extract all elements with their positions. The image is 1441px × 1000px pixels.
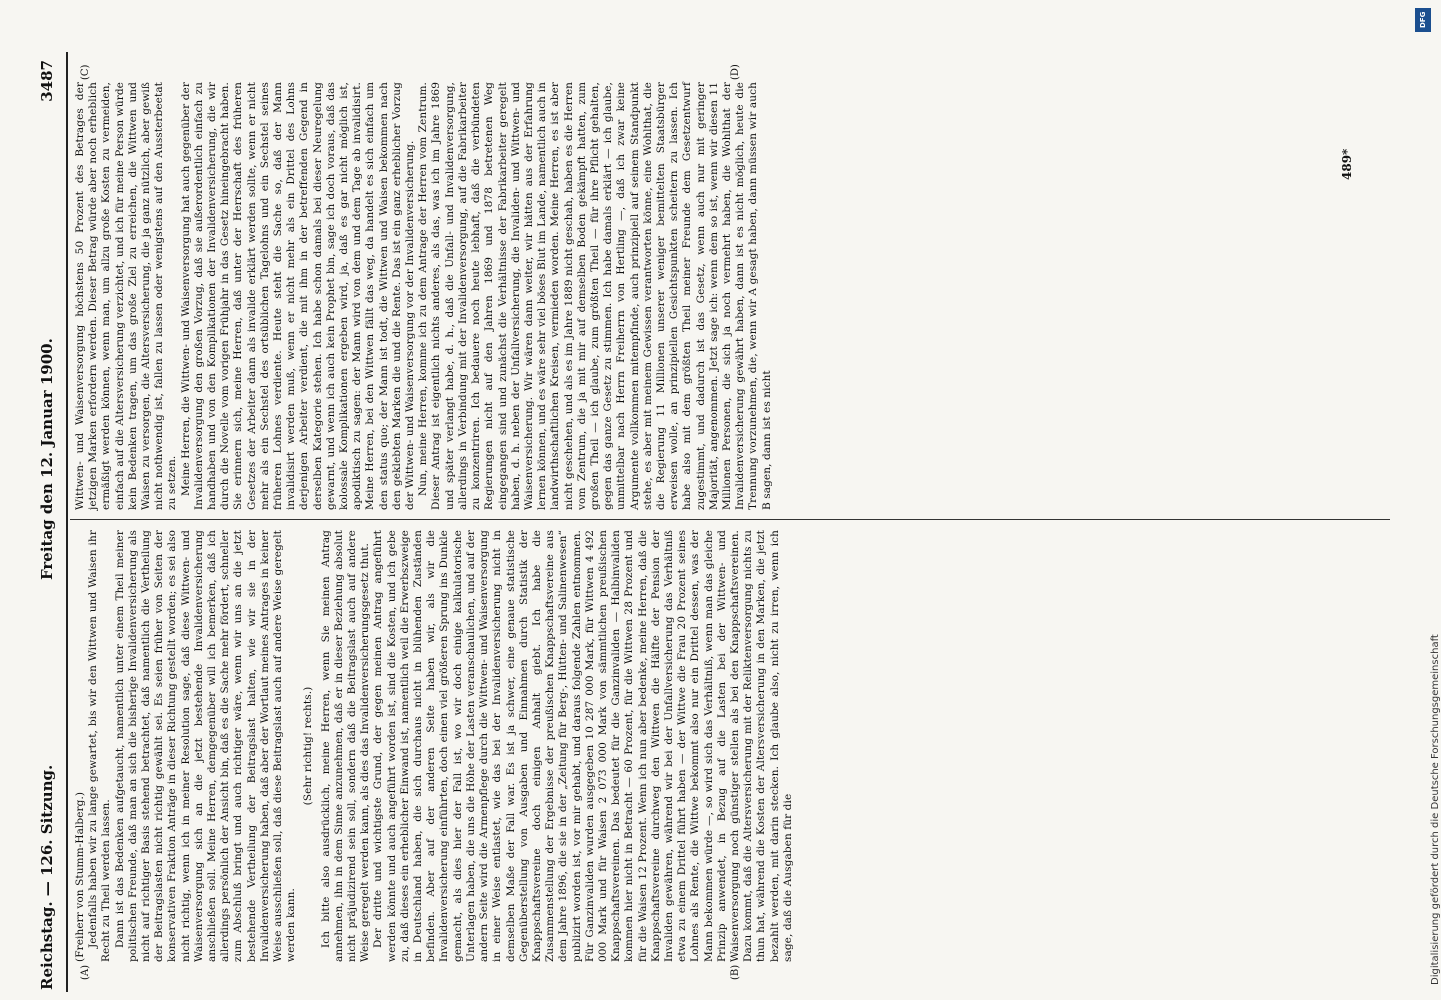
paragraph: Wittwen- und Waisenversorgung höchstens 50 Prozent des Betrages der jetzigen Marken erfordern werden. Dieser Betrag würde aber noch erheblich ermäßigt werden können, wenn man, um allzu große Kosten zu vermeiden, einfach auf die Altersversicherung verzichtet, und ich für meine Person würde kein Bedenken tragen, um das große Ziel zu erreichen, die Wittwen und Waisen zu versorgen, die Altersversicherung, die ja ganz nützlich, aber gewiß nicht nothwendig ist, fallen zu lassen oder wenigstens auf den Aussterbeetat zu setzen. [74,82,179,510]
page-number: 3487 [38,60,56,102]
margin-marker-c: (C) [80,64,91,80]
margin-marker-b: (B) [730,964,741,980]
logo-text: DFG [1419,11,1427,29]
right-column [74,82,774,510]
paragraph: Ich bitte also ausdrücklich, meine Herren, wenn Sie meinen Antrag annehmen, ihn in dem Sinne anzunehmen, daß er in dieser Beziehung absolut nicht präjudizirend sein soll, sondern daß die Beitragslast auch auf andere Weise geregelt werden kann, als dies das Invalidenversicherungsgesetz thut. [319,530,372,962]
paragraph: Jedenfalls haben wir zu lange gewartet, bis wir den Wittwen und Waisen ihr Recht zu Theil werden lassen. [87,530,113,962]
header-date: Freitag den 12. Januar 1900. [38,338,56,580]
speaker-line: (Freiherr von Stumm-Halberg.) [74,791,86,962]
margin-marker-d: (D) [730,64,741,80]
margin-marker-a: (A) [80,964,91,980]
header-left: Reichstag. — 126. Sitzung. [38,764,56,990]
rotated-page [0,40,1400,1000]
signature-mark: 489* [1340,148,1354,180]
applause-note: (Sehr richtig! rechts.) [302,686,315,806]
paragraph: Der dritte und wichtigste Grund, der gegen meinen Antrag angeführt werden könnte und auch angeführt worden ist, sind die Kosten, und ich gebe zu, daß dieses ein erheblicher Einwand ist, namentlich weil die Erwerbszweige in Deutschland haben, die sich durchaus nicht in blühenden Zuständen befinden. Aber auf der anderen Seite haben wir, als wir die Invalidenversicherung einführten, doch einen viel größeren Sprung ins Dunkle gemacht, als dies hier der Fall ist, wo wir doch einige kalkulatorische Unterlagen haben, die uns die Höhe der Lasten veranschaulichen, und auf der andern Seite wird die Armenpflege durch die Wittwen- und Waisenversorgung in einer Weise entlastet, wie das bei der Invalidenversicherung nicht in demselben Maße der Fall war. Es ist ja schwer, eine genaue statistische Gegenüberstellung von Ausgaben und Einnahmen durch Statistik der Knappschaftsvereine doch einigen Anhalt giebt. Ich habe die Zusammenstellung der Ergebnisse der preußischen Knappschaftsvereine aus dem Jahre 1896, die sie in der „Zeitung für Berg-, Hütten- und Salinenwesen“ publizirt worden ist, vor mir gehabt, und daraus folgende Zahlen entnommen. Für Ganzinvaliden wurden ausgegeben 10 287 000 Mark, für Wittwen 4 492 000 Mark und für Waisen 2 073 000 Mark von sämmtlichen preußischen Knappschaftsvereinen. Das bedeutet für die Ganzinvaliden — Halbinvaliden kommen hier nicht in Betracht — 60 Prozent, für die Wittwen 28 Prozent und für die Waisen 12 Prozent. Wenn ich nun aber bedenke, meine Herren, daß die Knappschaftsvereine durchweg den Wittwen die Hälfte der Pension der Invaliden gewähren, während wir bei der Unfallversicherung das Verhältniß etwa zu einem Drittel führt haben — der Wittwe die Frau 20 Prozent seines Lohnes als Rente, die Wittwe bekommt also nur ein Drittel dessen, was der Mann bekommen würde —, so wird sich das Verhältniß, wenn man das gleiche Prinzip anwendet, in Bezug auf die Lasten bei der Wittwen- und Waisenversorgung noch günstiger stellen als bei den Knappschaftsvereinen. Dazu kommt, daß die Altersversicherung mit der Reliktenversorgung nichts zu thun hat, während die Kosten der Altersversicherung in den Marken, die jetzt bezahlt werden, mit darin stecken. Ich glaube also, nicht zu irren, wenn ich sage, daß die Ausgaben für die [372,530,794,962]
paragraph: Nun, meine Herren, komme ich zu dem Antrage der Herren vom Zentrum. Dieser Antrag ist eigentlich nichts anderes, als das, was ich im Jahre 1869 und später verlangt habe, d. h., daß die Unfall- und Invalidenversorgung, allerdings in Verbindung mit der Invalidenversorgung, auf die Fabrikarbeiter zu konzentriren. Ich bedauere noch heute lebhaft, daß die verbündeten Regierungen nicht auf den Jahren 1869 und 1878 betretenen Weg eingegangen sind und zunächst die Verhältnisse der Fabrikarbeiter geregelt haben, d. h. neben der Unfallversicherung, die Invaliden- und Wittwen- und Waisenversicherung. Wir wären dann weiter, wir hätten aus der Erfahrung lernen können, und es wäre sehr viel böses Blut im Lande, namentlich auch in landwirthschaftlichen Kreisen, vermieden worden. Meine Herren, es ist aber nicht geschehen, und als es im Jahre 1889 nicht geschah, haben es die Herren vom Zentrum, die ja mit mir auf demselben Boden gekämpft hatten, zum großen Theil — ich glaube, zum größten Theil — für ihre Pflicht gehalten, gegen das ganze Gesetz zu stimmen. Ich habe damals erklärt — ich glaube, unmittelbar nach Herrn Freiherrn von Hertling —, daß ich zwar keine Argumente vollkommen mitempfinde, auch prinzipiell auf seinem Standpunkt stehe, es aber mit meinem Gewissen verantworten könne, eine Wohlthat, die die Regierung 11 Millionen unserer weniger bemittelten Staatsbürger erweisen wolle, an prinzipiellen Gesichtspunkten scheitern zu lassen. Ich habe also mit dem größten Theil meiner Freunde dem Gesetzentwurf zugestimmt, und dadurch ist das Gesetz, wenn auch nur mit geringer Majorität, angenommen. Jetzt sage ich: wenn dem so ist, wenn wir diesen 11 Millionen Personen, die sich ja noch vermehrt haben, die Wohlthat der Invalidenversicherung gewährt haben, dann ist es nicht möglich, heute die Trennung vorzunehmen, die, wenn wir A gesagt haben, dann müssen wir auch B sagen, dann ist es nicht [417,82,773,510]
digitization-note [1412,10,1441,990]
paragraph: Meine Herren, die Wittwen- und Waisenversorgung hat auch gegenüber der Invalidenversorgung den großen Vorzug, daß sie außerordentlich einfach zu handhaben und von den Komplikationen der Invalidenversicherung, die wir durch die Novelle vom vorigen Frühjahr in das Gesetz hineingebracht haben. Sie erinnern sich, meine Herren, daß unter der Herrschaft des früheren Gesetzes der Arbeiter dann als invalide erklärt werden sollte, wenn er nicht mehr als ein Sechstel des ortsüblichen Tagelohns und ein Sechstel seines früheren Lohnes verdiente. Heute steht die Sache so, daß der Mann invalidisirt werden muß, wenn er nicht mehr als ein Drittel des Lohns derjenigen Arbeiter verdient, die mit ihm in der betreffenden Gegend in derselben Kategorie stehen. Ich habe schon damals bei dieser Neuregelung gewarnt, und wenn ich auch kein Prophet bin, sage ich doch voraus, daß das kolossale Komplikationen ergeben wird, ja, daß es gar nicht möglich ist, apodiktisch zu sagen: der Mann wird von dem und dem Tage ab invalidisirt. Meine Herren, bei den Wittwen fällt das weg, da handelt es sich einfach um den status quo; der Mann ist todt, die Wittwen und Waisen bekommen nach den geklebten Marken die und die Rente. Das ist ein ganz erheblicher Vorzug der Wittwen- und Waisenversorgung vor der Invalidenversicherung. [179,82,417,510]
column-divider [70,519,1390,520]
page-header [38,40,64,1000]
header-rule [66,52,68,992]
digitization-note-text: Digitalisierung gefördert durch die Deutsche Forschungsgemeinschaft [1430,634,1441,985]
paragraph: Dann ist das Bedenken aufgetaucht, namentlich unter einem Theil meiner politischen Freunde, daß man an sich die bisherige Invalidenversicherung als nicht auf richtiger Basis stehend betrachtet, daß namentlich die Vertheilung der Beitragslasten nicht richtig gewählt sei. Es seien früher von Seiten der konservativen Fraktion Anträge in dieser Richtung gestellt worden; es sei also nicht richtig, wenn ich in meiner Resolution sage, daß diese Wittwen- und Waisenversorgung sich an die jetzt bestehende Invalidenversicherung anschließen soll. Meine Herren, demgegenüber will ich bemerken, daß ich allerdings persönlich der Ansicht bin, daß es die Sache mehr fördert, schneller zum Abschluß bringt und auch richtiger wäre, wenn wir uns an die jetzt bestehende Vertheilung der Beitragslast halten, wie wir sie in der Invalidenversicherung haben, daß aber der Wortlaut meines Antrages in keiner Weise ausschließen soll, daß diese Beitragslast auch auf andere Weise geregelt werden kann. [113,530,298,962]
left-column [74,530,795,962]
